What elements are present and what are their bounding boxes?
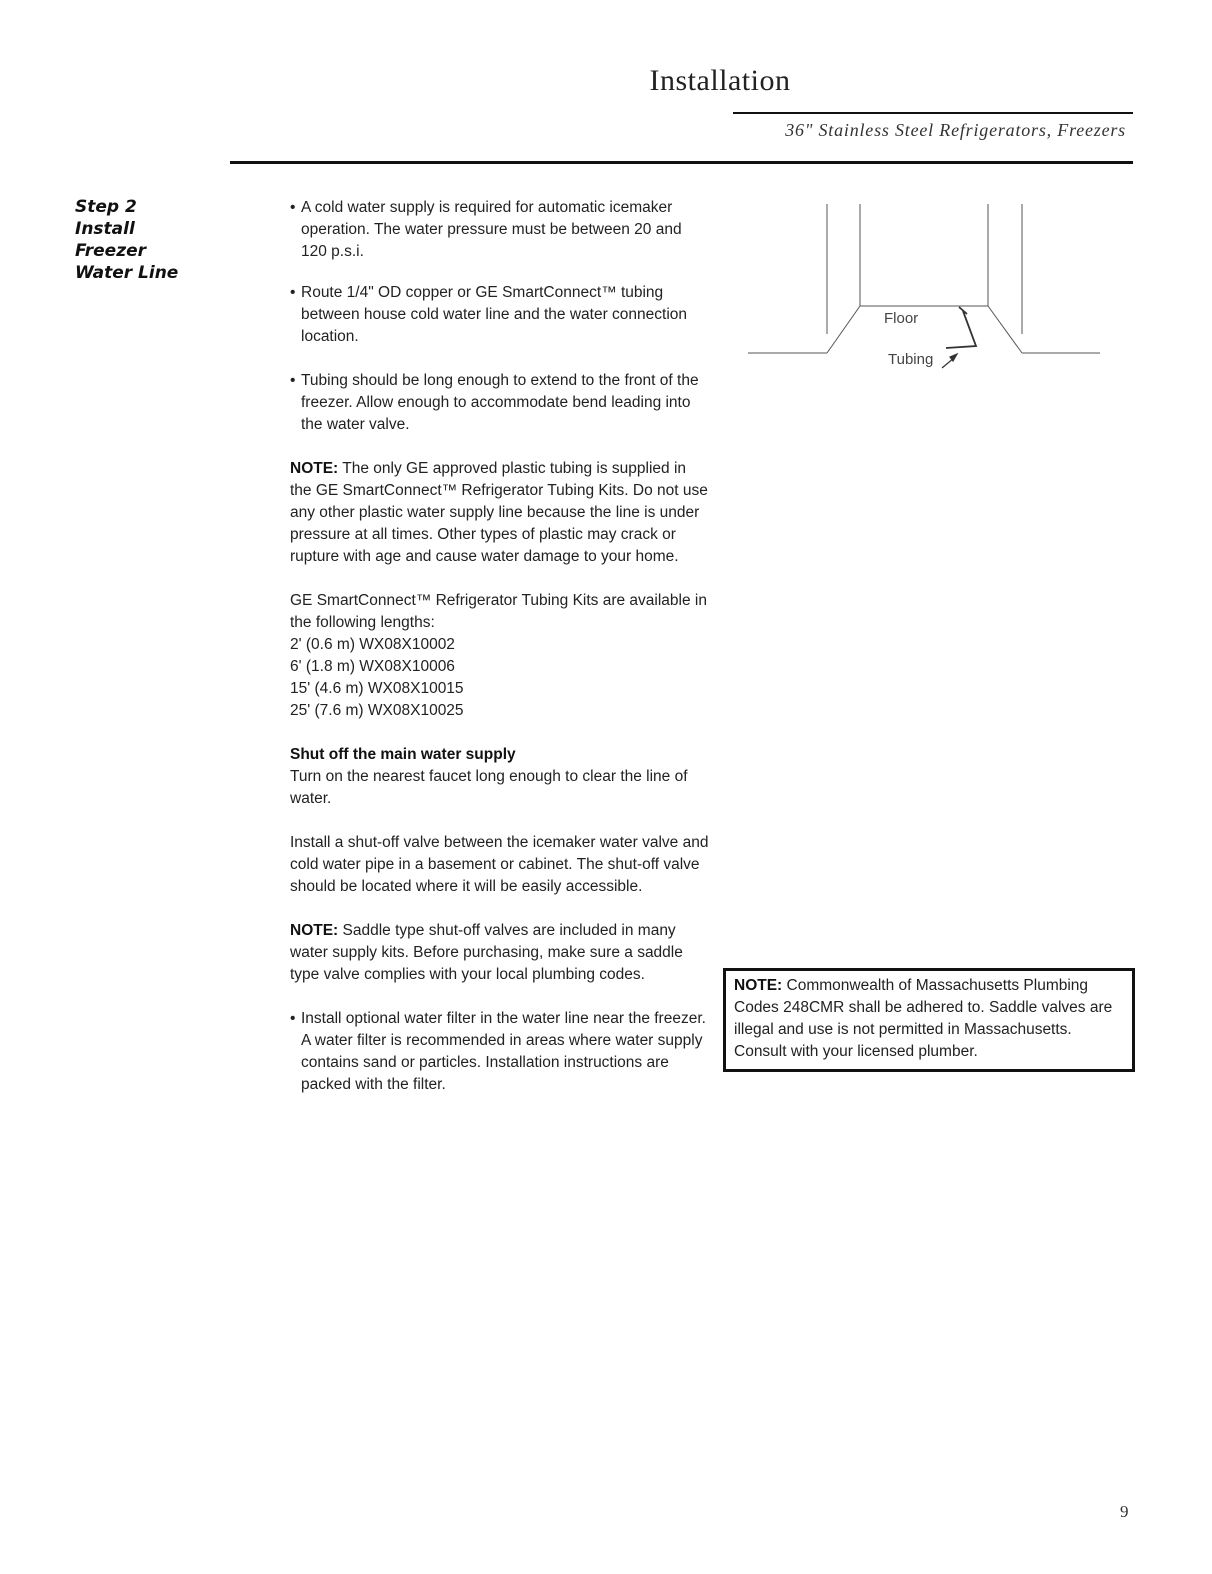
note-text: Saddle type shut-off valves are included in many water supply kits. Before purchasing, make sure a saddle type valve complies with your local plumbing codes. bbox=[290, 922, 683, 983]
step-heading bbox=[75, 196, 225, 284]
bullet-dot: • bbox=[290, 199, 296, 216]
floor-tubing-diagram bbox=[748, 198, 1104, 374]
kits-intro: GE SmartConnect™ Refrigerator Tubing Kits are available in the following lengths: bbox=[290, 592, 707, 631]
kit-item: 6' (1.8 m) WX08X10006 bbox=[290, 658, 455, 675]
valve-text: Install a shut-off valve between the icemaker water valve and cold water pipe in a basement or cabinet. The shut-off valve should be located where it will be easily accessible. bbox=[290, 834, 709, 895]
step-heading-line: Step 2 bbox=[75, 197, 137, 217]
saddle-note bbox=[290, 920, 710, 986]
diagram-drawing bbox=[748, 198, 1104, 374]
step-heading-line: Water Line bbox=[75, 263, 179, 283]
shutoff-text: Turn on the nearest faucet long enough to clear the line of water. bbox=[290, 768, 688, 807]
bullet-text: A cold water supply is required for automatic icemaker operation. The water pressure must be between 20 and 120 p.s.i. bbox=[301, 199, 682, 260]
bullet-text: Tubing should be long enough to extend to the front of the freezer. Allow enough to accommodate bend leading into the water valve. bbox=[301, 372, 699, 433]
header-rule-short bbox=[733, 112, 1133, 114]
tubing-note bbox=[290, 458, 710, 568]
header-rule-long bbox=[230, 161, 1133, 164]
bullet-item bbox=[290, 197, 710, 263]
bullet-item bbox=[290, 282, 710, 348]
page-title: Installation bbox=[649, 64, 791, 97]
tubing-path bbox=[946, 311, 976, 348]
instructions-column bbox=[290, 197, 710, 1096]
note-text: The only GE approved plastic tubing is supplied in the GE SmartConnect™ Refrigerator Tubing Kits. Do not use any other plastic water supply line because the line is under pressure at all times. Other types of plastic may crack or rupture with age and cause water damage to your home. bbox=[290, 460, 708, 565]
bullet-item bbox=[290, 1008, 710, 1096]
bullet-dot: • bbox=[290, 1010, 296, 1027]
note-label: NOTE: bbox=[290, 460, 339, 477]
bullet-text: Install optional water filter in the water line near the freezer. A water filter is recommended in areas where water supply contains sand or particles. Installation instructions are packed with the filter. bbox=[301, 1010, 706, 1093]
shutoff-heading: Shut off the main water supply bbox=[290, 746, 516, 763]
massachusetts-note-box bbox=[723, 968, 1135, 1072]
kit-item: 2' (0.6 m) WX08X10002 bbox=[290, 636, 455, 653]
step-heading-line: Freezer bbox=[75, 241, 146, 261]
kit-item: 15' (4.6 m) WX08X10015 bbox=[290, 680, 464, 697]
note-label: NOTE: bbox=[290, 922, 339, 939]
page-number: 9 bbox=[1120, 1502, 1129, 1521]
kit-item: 25' (7.6 m) WX08X10025 bbox=[290, 702, 464, 719]
diagram-line bbox=[827, 306, 860, 353]
bullet-dot: • bbox=[290, 372, 296, 389]
note-label: NOTE: bbox=[734, 977, 783, 994]
floor-label: Floor bbox=[884, 310, 919, 327]
tubing-label: Tubing bbox=[888, 351, 934, 368]
bullet-dot: • bbox=[290, 284, 296, 301]
bullet-text: Route 1/4" OD copper or GE SmartConnect™ tubing between house cold water line and the water connection location. bbox=[301, 284, 688, 345]
bullet-item bbox=[290, 370, 710, 436]
note-text: Commonwealth of Massachusetts Plumbing Codes 248CMR shall be adhered to. Saddle valves are illegal and use is not permitted in Massachusetts. Consult with your licensed plumber. bbox=[734, 977, 1113, 1060]
step-heading-line: Install bbox=[75, 219, 135, 239]
diagram-line bbox=[988, 306, 1022, 353]
page-subtitle: 36" Stainless Steel Refrigerators, Freezers bbox=[785, 120, 1126, 140]
